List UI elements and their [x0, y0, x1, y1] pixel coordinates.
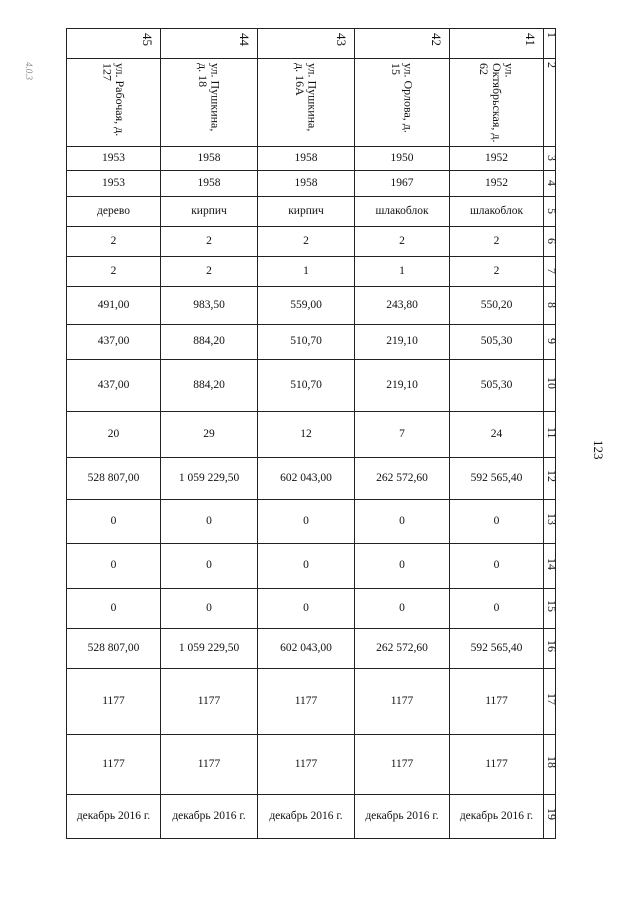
table-cell: шлакоблок — [450, 197, 544, 227]
table-cell: 592 565,40 — [450, 458, 544, 500]
table-cell: 2 — [450, 257, 544, 287]
table-cell: 528 807,00 — [67, 458, 161, 500]
housing-register-table — [66, 28, 559, 839]
table-cell: 884,20 — [161, 360, 258, 412]
row-index-cell: 16 — [544, 629, 556, 669]
table-row — [67, 795, 556, 839]
table-row — [67, 227, 556, 257]
row-index-cell: 12 — [544, 458, 556, 500]
table-cell: 884,20 — [161, 325, 258, 360]
table-cell: 1 — [258, 257, 355, 287]
col-num-cell: 41 — [450, 29, 544, 59]
address-cell: ул. Рабочая, д. 127 — [67, 59, 161, 147]
table-cell: 602 043,00 — [258, 629, 355, 669]
table-cell: 1958 — [161, 147, 258, 171]
row-index-cell: 15 — [544, 589, 556, 629]
address-cell: ул. Октябрьская, д. 62 — [450, 59, 544, 147]
table-cell: 2 — [258, 227, 355, 257]
table-row — [67, 360, 556, 412]
col-num-cell: 43 — [258, 29, 355, 59]
table-row — [67, 257, 556, 287]
table-cell: 1177 — [67, 669, 161, 735]
row-index-cell: 13 — [544, 500, 556, 544]
address-cell: ул. Орлова, д. 15 — [355, 59, 450, 147]
row-index-cell: 2 — [544, 59, 556, 147]
table-cell: 983,50 — [161, 287, 258, 325]
table-cell: кирпич — [258, 197, 355, 227]
col-num-cell: 44 — [161, 29, 258, 59]
table-cell: 2 — [450, 227, 544, 257]
table-cell: 1950 — [355, 147, 450, 171]
row-index-cell: 10 — [544, 360, 556, 412]
table-cell: 219,10 — [355, 325, 450, 360]
table-cell: 0 — [355, 500, 450, 544]
table-cell: 1177 — [161, 735, 258, 795]
table-row — [67, 197, 556, 227]
table-cell: 437,00 — [67, 325, 161, 360]
table-cell: 262 572,60 — [355, 458, 450, 500]
table-row — [67, 325, 556, 360]
row-index-cell: 7 — [544, 257, 556, 287]
table-cell: 1952 — [450, 147, 544, 171]
row-index-cell: 8 — [544, 287, 556, 325]
table-row — [67, 669, 556, 735]
table-cell: декабрь 2016 г. — [450, 795, 544, 839]
row-index-cell: 18 — [544, 735, 556, 795]
row-index-cell: 14 — [544, 544, 556, 589]
table-row — [67, 629, 556, 669]
table-row — [67, 412, 556, 458]
table-cell: 0 — [450, 544, 544, 589]
address-cell: ул. Пушкина, д. 18 — [161, 59, 258, 147]
table-cell: 1958 — [258, 147, 355, 171]
table-cell: 12 — [258, 412, 355, 458]
table-cell: 0 — [161, 589, 258, 629]
table-cell: 602 043,00 — [258, 458, 355, 500]
table-row — [67, 735, 556, 795]
table-cell: 7 — [355, 412, 450, 458]
table-cell: 0 — [161, 544, 258, 589]
table-row-numbers — [67, 29, 556, 59]
table-cell: 0 — [161, 500, 258, 544]
table-cell: 1958 — [161, 171, 258, 197]
table-row — [67, 589, 556, 629]
table-row — [67, 171, 556, 197]
row-index-cell: 3 — [544, 147, 556, 171]
table-cell: 510,70 — [258, 360, 355, 412]
table-cell: 29 — [161, 412, 258, 458]
table-cell: 262 572,60 — [355, 629, 450, 669]
row-index-cell: 4 — [544, 171, 556, 197]
row-index-cell: 17 — [544, 669, 556, 735]
table-cell: 510,70 — [258, 325, 355, 360]
table-cell: 1177 — [161, 669, 258, 735]
table-cell: 1177 — [450, 669, 544, 735]
table-cell: 0 — [355, 589, 450, 629]
table-cell: 1958 — [258, 171, 355, 197]
table-cell: 2 — [161, 227, 258, 257]
table-cell: 1 — [355, 257, 450, 287]
table-cell: 2 — [355, 227, 450, 257]
table-cell: 24 — [450, 412, 544, 458]
table-cell: 20 — [67, 412, 161, 458]
row-index-cell: 11 — [544, 412, 556, 458]
table-row — [67, 147, 556, 171]
table-row — [67, 287, 556, 325]
table-cell: 2 — [67, 257, 161, 287]
table-cell: 592 565,40 — [450, 629, 544, 669]
table-cell: 528 807,00 — [67, 629, 161, 669]
table-cell: 0 — [355, 544, 450, 589]
table-row — [67, 458, 556, 500]
table-cell: 1177 — [450, 735, 544, 795]
row-index-cell: 5 — [544, 197, 556, 227]
table-cell: декабрь 2016 г. — [161, 795, 258, 839]
table-cell: 243,80 — [355, 287, 450, 325]
table-cell: 1177 — [355, 735, 450, 795]
table-cell: декабрь 2016 г. — [67, 795, 161, 839]
table-cell: 0 — [67, 589, 161, 629]
table-row — [67, 500, 556, 544]
col-num-cell: 42 — [355, 29, 450, 59]
table-cell: 491,00 — [67, 287, 161, 325]
table-cell: 0 — [67, 500, 161, 544]
table-cell: 0 — [450, 589, 544, 629]
row-index-cell: 19 — [544, 795, 556, 839]
table-cell: 1177 — [258, 669, 355, 735]
row-index-cell: 6 — [544, 227, 556, 257]
col-num-cell: 45 — [67, 29, 161, 59]
table-cell: 1952 — [450, 171, 544, 197]
table-cell: 1177 — [355, 669, 450, 735]
page-number: 123 — [591, 440, 606, 460]
table-cell: 1177 — [258, 735, 355, 795]
row-index-cell: 1 — [544, 29, 556, 59]
row-index-cell: 9 — [544, 325, 556, 360]
table-cell: шлакоблок — [355, 197, 450, 227]
table-cell: декабрь 2016 г. — [258, 795, 355, 839]
table-cell: 2 — [161, 257, 258, 287]
table-cell: декабрь 2016 г. — [355, 795, 450, 839]
table-cell: 505,30 — [450, 360, 544, 412]
table-cell: 0 — [258, 589, 355, 629]
table-cell: 1 059 229,50 — [161, 458, 258, 500]
table-cell: 1967 — [355, 171, 450, 197]
table-cell: 0 — [67, 544, 161, 589]
table-cell: 437,00 — [67, 360, 161, 412]
address-cell: ул. Пушкина, д. 16А — [258, 59, 355, 147]
table-cell: кирпич — [161, 197, 258, 227]
table-cell: дерево — [67, 197, 161, 227]
table-row — [67, 544, 556, 589]
table-cell: 1177 — [67, 735, 161, 795]
table-cell: 559,00 — [258, 287, 355, 325]
table-cell: 550,20 — [450, 287, 544, 325]
table-cell: 1 059 229,50 — [161, 629, 258, 669]
table-cell: 0 — [258, 500, 355, 544]
table-cell: 219,10 — [355, 360, 450, 412]
table-cell: 1953 — [67, 171, 161, 197]
table-row-addresses — [67, 59, 556, 147]
table-cell: 0 — [258, 544, 355, 589]
table-cell: 0 — [450, 500, 544, 544]
margin-mark: 4.0.3 — [24, 62, 34, 80]
table-cell: 1953 — [67, 147, 161, 171]
table-cell: 2 — [67, 227, 161, 257]
table-cell: 505,30 — [450, 325, 544, 360]
